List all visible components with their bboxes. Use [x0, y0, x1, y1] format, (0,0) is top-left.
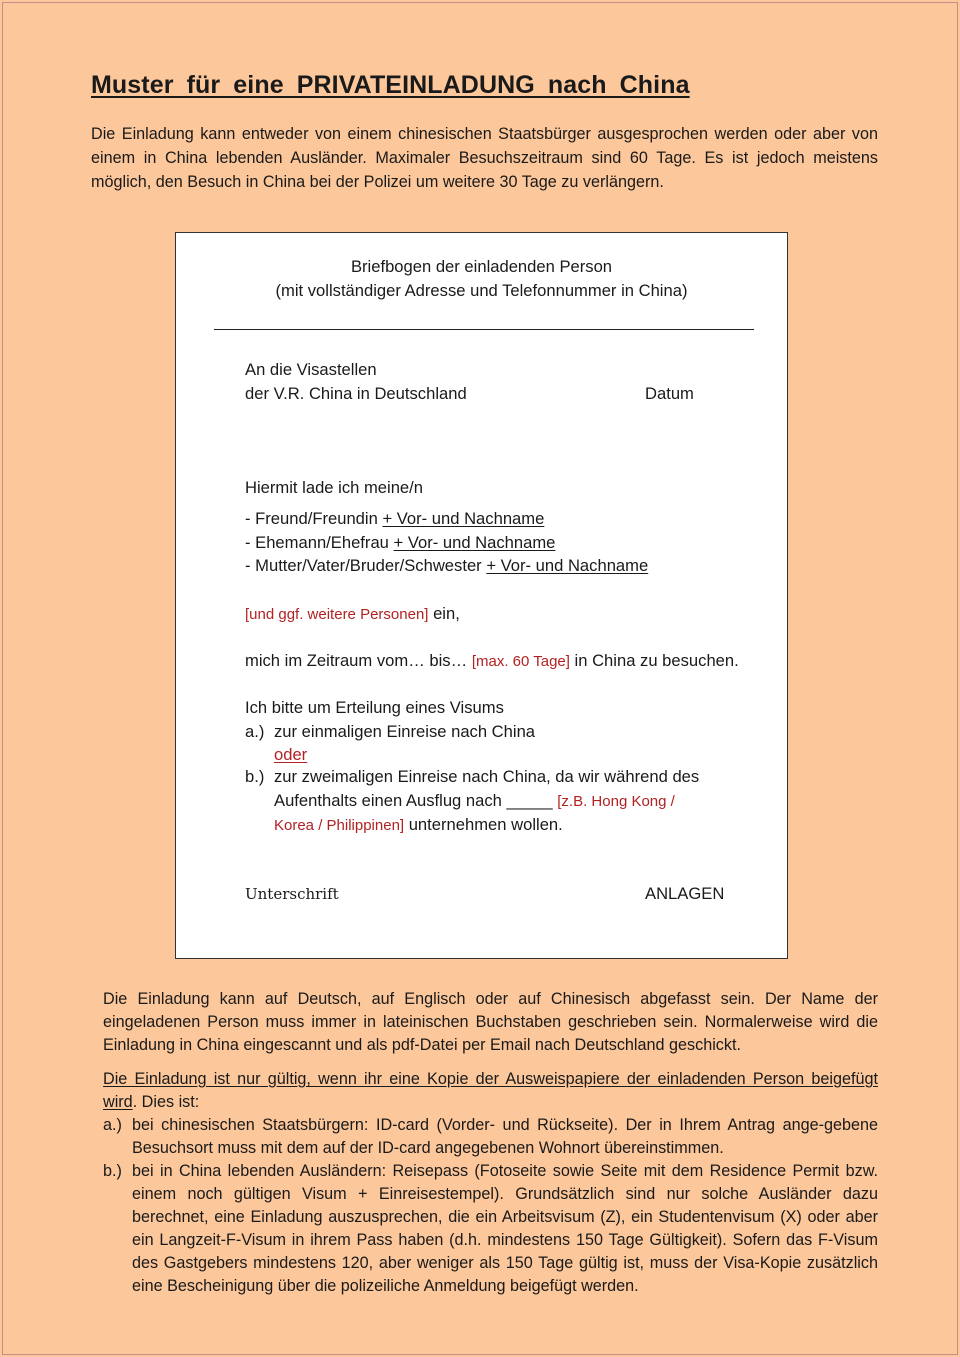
guest-name-placeholder: + Vor- und Nachname — [393, 533, 556, 552]
visa-request: Ich bitte um Erteilung eines Visums — [245, 698, 504, 717]
letterhead-line-1: Briefbogen der einladenden Person — [350, 257, 613, 276]
option-a-text: zur einmaligen Einreise nach China — [274, 722, 536, 741]
period-suffix: in China zu besuchen. — [569, 651, 739, 670]
option-b-line-3-text: unternehmen wollen. — [404, 815, 563, 834]
invite-intro: Hiermit lade ich meine/n — [245, 478, 423, 497]
signature-label: Unterschrift — [245, 885, 339, 903]
intro-paragraph: Die Einladung kann entweder von einem chinesischen Staatsbürger ausgesprochen werden oder aber von einem in China lebenden Ausländer. Maximaler Besuchszeitraum sind 60 Tage. Es ist jedoch meistens möglich, den Besuch in China bei der Polizei um weitere 30 Tage zu verlängern. — [91, 125, 878, 191]
recipient-line-1: An die Visastellen — [245, 360, 377, 379]
notes-section — [103, 988, 878, 1298]
page-title: Muster für eine PRIVATEINLADUNG nach China — [91, 71, 690, 99]
list-item-text: bei chinesischen Staatsbürgern: ID-card (Vorder- und Rückseite). Der in Ihrem Antrag ange-gebene Besuchsort muss mit dem auf der ID-card angegebenen Wohnort übereinstimmen. — [132, 1116, 878, 1157]
period-note: [max. 60 Tage] — [471, 653, 570, 670]
guest-name-placeholder: + Vor- und Nachname — [382, 509, 545, 528]
or-text: oder — [274, 745, 308, 764]
option-b-line-1: zur zweimaligen Einreise nach China, da wir während des — [274, 767, 700, 786]
option-b-line-3 — [274, 815, 563, 835]
option-b-line-2 — [274, 791, 675, 811]
guest-line — [245, 556, 648, 576]
guest-relation: - Mutter/Vater/Bruder/Schwester — [245, 556, 487, 575]
more-persons-line — [245, 604, 460, 624]
list-item-text: bei in China lebenden Ausländern: Reisepass (Fotoseite sowie Seite mit dem Residence Permit bzw. einem noch gültigen Visum + Einreisestempel). Grundsätzlich sind nur solche Ausländer dazu berechnet, eine Einladung auszusprechen, die ein Arbeitsvisum (Z), ein Studentenvisum (X) oder aber ein Langzeit-F-Visum in ihrem Pass haben (d.h. mindestens 150 Tage Gültigkeit). Sofern das F-Visum des Gastgebers mindestens 120, aber weniger als 150 Tage gültig ist, muss der Visa-Kopie zusätzlich eine Bescheinigung über die polizeiliche Anmeldung beigefügt werden. — [132, 1162, 878, 1295]
guest-name-placeholder: + Vor- und Nachname — [486, 556, 649, 575]
option-b-label: b.) — [245, 767, 265, 786]
notes-paragraph-1: Die Einladung kann auf Deutsch, auf Englisch oder auf Chinesisch abgefasst sein. Der Name der eingeladenen Person muss immer in lateinischen Buchstaben geschrieben sein. Normalerweise wird die Einladung in China eingescannt und als pdf-Datei per Email nach Deutschland geschickt. — [103, 990, 878, 1054]
option-b-destination-note-cont: Korea / Philippinen] — [274, 817, 405, 834]
validity-note-suffix: . Dies ist: — [132, 1093, 200, 1111]
notes-paragraph-2 — [103, 1068, 878, 1114]
list-item-label: a.) — [103, 1116, 122, 1134]
more-persons-note: [und ggf. weitere Personen] — [245, 606, 429, 623]
recipient-line-2: der V.R. China in Deutschland — [245, 384, 467, 403]
more-persons-suffix: ein, — [428, 604, 460, 623]
list-item — [103, 1114, 878, 1160]
period-prefix: mich im Zeitraum vom… bis… — [245, 651, 472, 670]
option-b-destination-note: [z.B. Hong Kong / — [557, 793, 675, 810]
period-line — [245, 651, 739, 671]
guest-line — [245, 509, 544, 529]
validity-note: Die Einladung ist nur gültig, wenn ihr eine Kopie der Ausweispapiere der einladenden Person beigefügt wird — [103, 1070, 878, 1111]
list-item-label: b.) — [103, 1162, 122, 1180]
letter-template — [175, 232, 788, 959]
attachments-label: ANLAGEN — [645, 884, 725, 903]
guest-relation: - Ehemann/Ehefrau — [245, 533, 394, 552]
date-label: Datum — [645, 384, 694, 403]
letterhead-divider — [214, 329, 754, 330]
option-a-label: a.) — [245, 722, 265, 741]
guest-line — [245, 533, 555, 553]
letterhead-line-2: (mit vollständiger Adresse und Telefonnummer in China) — [275, 281, 688, 300]
list-item — [103, 1160, 878, 1298]
guest-relation: - Freund/Freundin — [245, 509, 383, 528]
option-b-line-2-text: Aufenthalts einen Ausflug nach _____ — [274, 791, 558, 810]
